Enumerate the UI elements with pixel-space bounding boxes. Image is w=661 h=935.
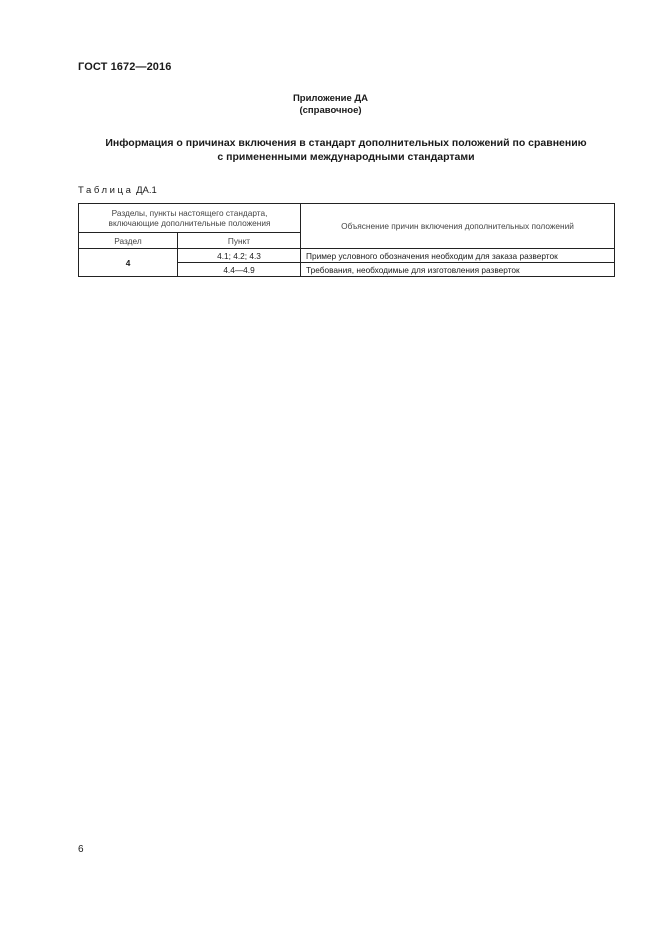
table-caption-number: ДА.1 (136, 185, 157, 196)
info-title-line2: с примененными международными стандартами (217, 151, 475, 163)
header-clause: Пункт (178, 233, 301, 249)
cell-clause: 4.4—4.9 (178, 263, 301, 277)
table-caption-word: Таблица (78, 185, 134, 196)
header-sections-line1: Разделы, пункты настоящего стандарта, (111, 208, 268, 218)
cell-section: 4 (79, 249, 178, 277)
cell-explanation: Требования, необходимые для изготовления разверток (301, 263, 615, 277)
header-sections-line2: включающие дополнительные положения (108, 218, 271, 228)
info-title-line1: Информация о причинах включения в стандарт дополнительных положений по сравнению (105, 137, 587, 149)
header-section: Раздел (79, 233, 178, 249)
appendix-title: Приложение ДА (292, 93, 369, 104)
header-sections (79, 204, 301, 233)
appendix-note: (справочное) (299, 105, 362, 116)
header-explanation: Объяснение причин включения дополнительных положений (301, 204, 615, 249)
info-title (78, 136, 614, 164)
table-caption (78, 185, 157, 196)
table-row (79, 249, 615, 263)
additional-provisions-table (78, 203, 615, 277)
document-code: ГОСТ 1672—2016 (78, 61, 172, 73)
cell-clause: 4.1; 4.2; 4.3 (178, 249, 301, 263)
cell-explanation: Пример условного обозначения необходим для заказа разверток (301, 249, 615, 263)
page-number: 6 (78, 844, 84, 855)
table-header-row (79, 204, 615, 233)
